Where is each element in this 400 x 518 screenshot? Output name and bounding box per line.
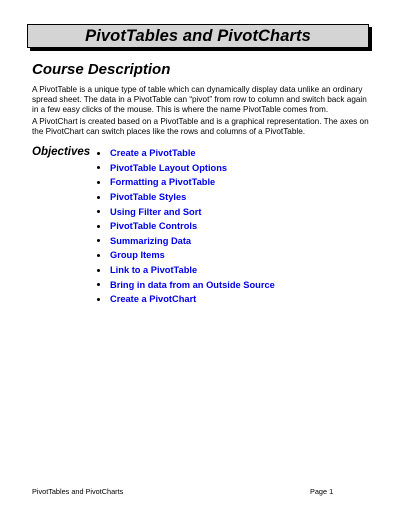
bullet-icon xyxy=(97,239,100,242)
objective-label: PivotTable Styles xyxy=(110,192,187,203)
bullet-icon xyxy=(97,283,100,286)
objective-link-create-pivotchart[interactable] xyxy=(97,292,275,307)
objective-label: PivotTable Controls xyxy=(110,221,198,232)
objective-link-summarizing[interactable] xyxy=(97,234,275,249)
document-title: PivotTables and PivotCharts xyxy=(85,26,311,45)
objectives-label: Objectives xyxy=(32,146,91,158)
bullet-icon xyxy=(97,269,100,272)
objective-link-group-items[interactable] xyxy=(97,248,275,263)
description-paragraph-2: A PivotChart is created based on a PivotTable and is a graphical representation. The axes on the PivotChart can switch places like the rows and columns of a PivotTable. xyxy=(32,117,369,137)
objective-link-layout-options[interactable] xyxy=(97,161,275,176)
objective-label: Group Items xyxy=(110,250,165,261)
objectives-list xyxy=(97,146,275,307)
objective-link-link-pivottable[interactable] xyxy=(97,263,275,278)
bullet-icon xyxy=(97,210,100,213)
objective-label: Formatting a PivotTable xyxy=(110,177,216,188)
bullet-icon xyxy=(97,166,100,169)
objective-label: PivotTable Layout Options xyxy=(110,162,228,173)
description-paragraph-1: A PivotTable is a unique type of table which can dynamically display data unlike an ordinary spread sheet. The data in a PivotTable can “pivot” from row to column and switch back again in a few easy clicks of the mouse. This is where the name PivotTable comes from. xyxy=(32,85,367,115)
document-title-box xyxy=(27,24,369,48)
objective-label: Bring in data from an Outside Source xyxy=(110,279,275,290)
objective-label: Create a PivotChart xyxy=(110,294,197,305)
objective-label: Link to a PivotTable xyxy=(110,265,198,276)
objective-link-styles[interactable] xyxy=(97,190,275,205)
objective-link-formatting[interactable] xyxy=(97,175,275,190)
footer-page-number: Page 1 xyxy=(310,487,334,496)
bullet-icon xyxy=(97,152,100,155)
bullet-icon xyxy=(97,196,100,199)
objective-link-create-pivottable[interactable] xyxy=(97,146,275,161)
bullet-icon xyxy=(97,225,100,228)
bullet-icon xyxy=(97,254,100,257)
objective-label: Create a PivotTable xyxy=(110,148,196,159)
objective-label: Using Filter and Sort xyxy=(110,206,202,217)
course-description-heading: Course Description xyxy=(32,61,171,78)
bullet-icon xyxy=(97,181,100,184)
objective-link-controls[interactable] xyxy=(97,219,275,234)
footer-document-title: PivotTables and PivotCharts xyxy=(32,487,124,496)
bullet-icon xyxy=(97,298,100,301)
objective-link-outside-source[interactable] xyxy=(97,277,275,292)
objective-label: Summarizing Data xyxy=(110,235,192,246)
objective-link-filter-sort[interactable] xyxy=(97,204,275,219)
